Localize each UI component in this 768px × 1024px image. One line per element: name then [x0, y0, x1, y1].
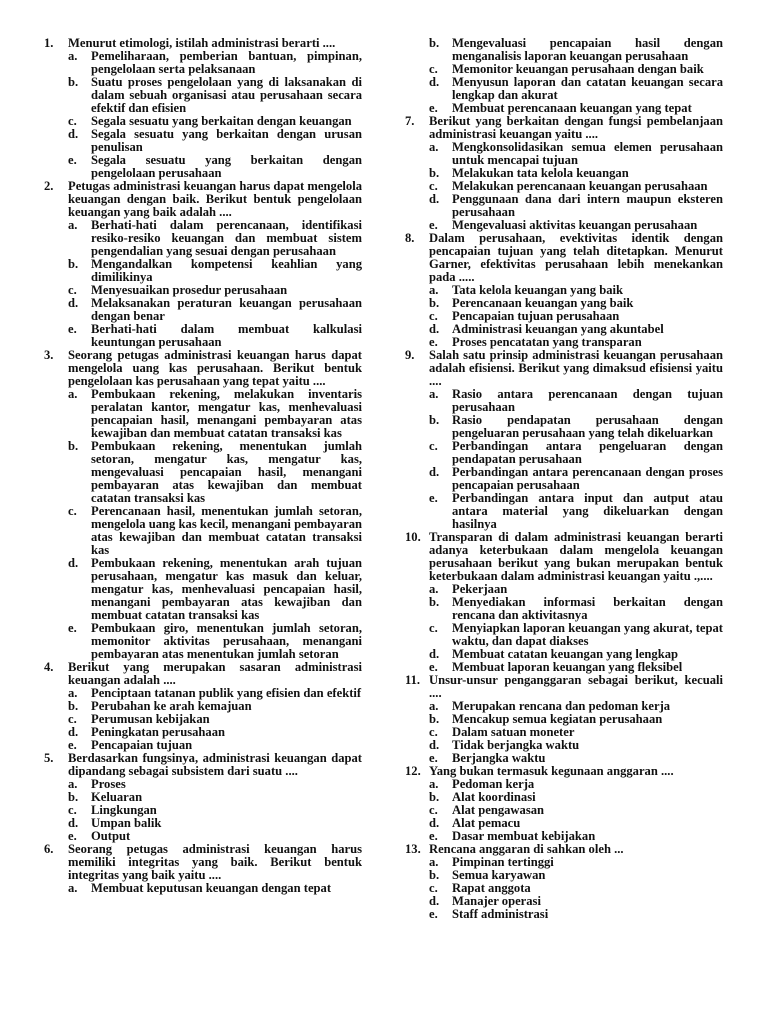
option-letter: b.	[429, 166, 440, 180]
question-item	[405, 531, 723, 674]
option-letter: e.	[429, 907, 438, 921]
option-text: Pekerjaan	[452, 582, 508, 596]
option-text: Pencapaian tujuan perusahaan	[452, 309, 620, 323]
option-letter: b.	[68, 790, 79, 804]
option-letter: a.	[68, 686, 78, 700]
question-number: 3.	[44, 348, 54, 362]
option-letter: a.	[68, 777, 78, 791]
answer-option	[68, 440, 362, 505]
option-letter: a.	[429, 387, 439, 401]
option-text: Proses	[91, 777, 126, 791]
option-text: Mengevaluasi aktivitas keuangan perusahaan	[452, 218, 698, 232]
option-letter: c.	[429, 621, 438, 635]
option-text: Membuat catatan keuangan yang lengkap	[452, 647, 679, 661]
question-number: 1.	[44, 36, 54, 50]
option-text: Administrasi keuangan yang akuntabel	[452, 322, 664, 336]
question-item	[405, 765, 723, 843]
option-text: Perubahan ke arah kemajuan	[91, 699, 252, 713]
option-text: Melakukan perencanaan keuangan perusahaan	[452, 179, 708, 193]
question-number: 6.	[44, 842, 54, 856]
option-text: Suatu proses pengelolaan yang di laksanakan di dalam sebuah organisasi atau perusahaan secara efektif dan efisien	[91, 75, 362, 115]
question-number: 10.	[405, 530, 421, 544]
answer-option	[429, 466, 723, 492]
option-text: Lingkungan	[91, 803, 157, 817]
option-text: Menyediakan informasi berkaitan dengan rencana dan aktivitasnya	[452, 595, 723, 622]
answer-option	[68, 50, 362, 76]
option-letter: e.	[429, 660, 438, 674]
option-letter: b.	[429, 868, 440, 882]
answer-option	[68, 258, 362, 284]
option-letter: d.	[429, 816, 440, 830]
option-letter: d.	[429, 738, 440, 752]
question-item	[44, 661, 362, 752]
question-item	[405, 232, 723, 349]
option-letter: e.	[68, 322, 77, 336]
question-item	[44, 180, 362, 349]
answer-option	[429, 37, 723, 63]
option-text: Berhati-hati dalam perencanaan, identifikasi resiko-resiko keuangan dan membuat sistem pengendalian yang sesuai dengan perusahaan	[91, 218, 362, 258]
option-letter: c.	[68, 712, 77, 726]
question-number: 7.	[405, 114, 415, 128]
option-text: Peningkatan perusahaan	[91, 725, 226, 739]
question-stem: Seorang petugas administrasi keuangan harus memiliki integritas yang baik. Berikut bentuk integritas yang baik yaitu ....	[68, 842, 362, 882]
answer-option	[429, 414, 723, 440]
option-letter: a.	[429, 855, 439, 869]
option-text: Keluaran	[91, 790, 143, 804]
option-letter: a.	[429, 582, 439, 596]
question-item	[405, 674, 723, 765]
option-letter: e.	[68, 621, 77, 635]
answer-option	[68, 323, 362, 349]
option-text: Pimpinan tertinggi	[452, 855, 554, 869]
question-number: 13.	[405, 842, 421, 856]
option-letter: b.	[429, 296, 440, 310]
option-text: Penciptaan tatanan publik yang efisien dan efektif	[91, 686, 362, 700]
option-letter: e.	[68, 829, 77, 843]
option-text: Segala sesuatu yang berkaitan dengan keuangan	[91, 114, 352, 128]
option-letter: d.	[429, 465, 440, 479]
option-letter: a.	[68, 881, 78, 895]
option-letter: d.	[68, 816, 79, 830]
option-letter: e.	[429, 829, 438, 843]
question-number: 9.	[405, 348, 415, 362]
question-stem: Seorang petugas administrasi keuangan harus dapat mengelola uang kas perusahaan. Berikut bentuk pengelolaan kas perusahaan yang tepat yaitu ....	[68, 348, 362, 388]
option-text: Melaksanakan peraturan keuangan perusahaan dengan benar	[91, 296, 362, 323]
option-text: Menyiapkan laporan keuangan yang akurat, tepat waktu, dan dapat diakses	[452, 621, 723, 648]
question-stem: Yang bukan termasuk kegunaan anggaran ....	[429, 764, 674, 778]
option-letter: d.	[68, 127, 79, 141]
question-number: 11.	[405, 673, 421, 687]
question-stem: Dalam perusahaan, evektivitas identik dengan pencapaian tujuan yang telah ditetapkan. Menurut Garner, efektivitas perusahaan lebih menekankan pada .....	[429, 231, 723, 284]
option-text: Memonitor keuangan perusahaan dengan baik	[452, 62, 704, 76]
option-text: Alat pengawasan	[452, 803, 545, 817]
option-text: Tata kelola keuangan yang baik	[452, 283, 624, 297]
option-text: Berjangka waktu	[452, 751, 546, 765]
answer-option	[68, 505, 362, 557]
question-stem: Unsur-unsur penganggaran sebagai berikut, kecuali ....	[429, 673, 723, 700]
option-letter: d.	[429, 75, 440, 89]
option-text: Pembukaan rekening, melakukan inventaris peralatan kantor, mengatur kas, menhevaluasi pencapaian hasil, menangani pembayaran atas kewajiban dan membuat catatan transaksi kas	[91, 387, 362, 440]
option-text: Pedoman kerja	[452, 777, 535, 791]
option-text: Melakukan tata kelola keuangan	[452, 166, 629, 180]
option-text: Perumusan kebijakan	[91, 712, 210, 726]
answer-option	[429, 76, 723, 102]
answer-option	[68, 219, 362, 258]
option-text: Pembukaan giro, menentukan jumlah setoran, memonitor aktivitas perusahaan, menangani pembayaran atas menentukan jumlah setoran	[91, 621, 362, 661]
option-letter: a.	[68, 49, 78, 63]
option-text: Rapat anggota	[452, 881, 531, 895]
option-text: Dasar membuat kebijakan	[452, 829, 596, 843]
option-letter: b.	[429, 36, 440, 50]
answer-option	[68, 297, 362, 323]
option-text: Alat pemacu	[452, 816, 521, 830]
option-letter: a.	[68, 387, 78, 401]
question-item	[44, 349, 362, 661]
option-text: Rasio pendapatan perusahaan dengan pengeluaran perusahaan yang telah dikeluarkan	[452, 413, 723, 440]
answer-option	[429, 596, 723, 622]
option-text: Perbandingan antara input dan autput atau antara material yang dikeluarkan dengan hasilnya	[452, 491, 723, 531]
left-column	[44, 37, 362, 895]
option-letter: c.	[429, 179, 438, 193]
option-text: Pembukaan rekening, menentukan jumlah setoran, mengatur kas, mengatur kas, mengevaluasi pencapaian hasil, menangani pembayaran atas kewajiban dan membuat catatan transaksi kas	[91, 439, 362, 505]
answer-option	[429, 622, 723, 648]
answer-option	[68, 388, 362, 440]
option-text: Membuat perencanaan keuangan yang tepat	[452, 101, 692, 115]
question-item	[44, 843, 362, 895]
question-item	[44, 37, 362, 180]
question-stem: Petugas administrasi keuangan harus dapat mengelola keuangan dengan baik. Berikut bentuk pengelolaan keuangan yang baik adalah ....	[68, 179, 362, 219]
answer-option	[429, 193, 723, 219]
option-letter: c.	[429, 439, 438, 453]
option-letter: d.	[68, 725, 79, 739]
option-text: Perbandingan antara pengeluaran dengan pendapatan perusahaan	[452, 439, 723, 466]
option-letter: e.	[68, 738, 77, 752]
option-text: Manajer operasi	[452, 894, 541, 908]
option-text: Output	[91, 829, 131, 843]
answer-option	[429, 440, 723, 466]
option-letter: c.	[68, 803, 77, 817]
option-letter: b.	[68, 699, 79, 713]
option-letter: c.	[429, 62, 438, 76]
answer-option	[429, 388, 723, 414]
question-stem: Rencana anggaran di sahkan oleh ...	[429, 842, 624, 856]
option-text: Perbandingan antara perencanaan dengan proses pencapaian perusahaan	[452, 465, 723, 492]
question-stem: Transparan di dalam administrasi keuangan berarti adanya keterbukaan dalam mengelola keuangan perusahaan berikut yang bukan merupakan bentuk keterbukaan dalam administrasi keuangan yaitu .,....	[429, 530, 723, 583]
question-stem: Salah satu prinsip administrasi keuangan perusahaan adalah efisiensi. Berikut yang dimaksud efisiensi yaitu ....	[429, 348, 723, 388]
option-text: Mencakup semua kegiatan perusahaan	[452, 712, 663, 726]
answer-option	[68, 154, 362, 180]
option-letter: e.	[68, 153, 77, 167]
option-text: Dalam satuan moneter	[452, 725, 575, 739]
question-stem: Berikut yang merupakan sasaran administrasi keuangan adalah ....	[68, 660, 362, 687]
option-letter: c.	[68, 504, 77, 518]
option-letter: a.	[68, 218, 78, 232]
option-letter: e.	[429, 218, 438, 232]
answer-option	[429, 908, 723, 921]
question-number: 8.	[405, 231, 415, 245]
question-item	[405, 115, 723, 232]
option-letter: d.	[429, 894, 440, 908]
option-text: Rasio antara perencanaan dengan tujuan perusahaan	[452, 387, 723, 414]
option-letter: d.	[68, 556, 79, 570]
option-letter: c.	[68, 283, 77, 297]
option-text: Proses pencatatan yang transparan	[452, 335, 642, 349]
option-letter: e.	[429, 335, 438, 349]
option-text: Berhati-hati dalam membuat kalkulasi keuntungan perusahaan	[91, 322, 362, 349]
answer-option	[68, 76, 362, 115]
answer-option	[429, 141, 723, 167]
option-text: Pembukaan rekening, menentukan arah tujuan perusahaan, mengatur kas masuk dan keluar, mengatur kas, menhevaluasi pencapaian hasil, menangani pembayaran atas kewajiban dan membuat catatan transaksi kas	[91, 556, 362, 622]
option-letter: b.	[68, 439, 79, 453]
answer-option	[68, 622, 362, 661]
option-text: Menyusun laporan dan catatan keuangan secara lengkap dan akurat	[452, 75, 723, 102]
option-text: Perencanaan keuangan yang baik	[452, 296, 634, 310]
option-letter: c.	[429, 803, 438, 817]
answer-option	[68, 128, 362, 154]
question-item	[44, 752, 362, 843]
option-text: Staff administrasi	[452, 907, 549, 921]
option-letter: c.	[429, 881, 438, 895]
option-text: Umpan balik	[91, 816, 162, 830]
question-number: 12.	[405, 764, 421, 778]
option-letter: e.	[429, 101, 438, 115]
option-letter: d.	[68, 296, 79, 310]
option-text: Pemeliharaan, pemberian bantuan, pimpinan, pengelolaan serta pelaksanaan	[91, 49, 362, 76]
option-letter: b.	[68, 257, 79, 271]
question-item	[405, 37, 723, 115]
option-letter: b.	[429, 712, 440, 726]
question-number: 2.	[44, 179, 54, 193]
option-letter: d.	[429, 192, 440, 206]
option-letter: b.	[429, 595, 440, 609]
option-text: Membuat laporan keuangan yang fleksibel	[452, 660, 683, 674]
answer-option	[68, 882, 362, 895]
option-letter: a.	[429, 777, 439, 791]
option-letter: b.	[429, 790, 440, 804]
option-letter: b.	[68, 75, 79, 89]
option-text: Segala sesuatu yang berkaitan dengan pengelolaan perusahaan	[91, 153, 362, 180]
option-text: Membuat keputusan keuangan dengan tepat	[91, 881, 332, 895]
option-text: Tidak berjangka waktu	[452, 738, 580, 752]
option-text: Pencapaian tujuan	[91, 738, 193, 752]
question-item	[405, 843, 723, 921]
option-letter: a.	[429, 699, 439, 713]
right-column	[405, 37, 723, 921]
answer-option	[429, 492, 723, 531]
question-stem: Menurut etimologi, istilah administrasi berarti ....	[68, 36, 336, 50]
option-letter: e.	[429, 751, 438, 765]
option-letter: a.	[429, 283, 439, 297]
question-number: 4.	[44, 660, 54, 674]
question-stem: Berikut yang berkaitan dengan fungsi pembelanjaan administrasi keuangan yaitu ....	[429, 114, 723, 141]
option-letter: c.	[68, 114, 77, 128]
option-letter: e.	[429, 491, 438, 505]
option-text: Semua karyawan	[452, 868, 546, 882]
option-letter: b.	[429, 413, 440, 427]
option-text: Segala sesuatu yang berkaitan dengan urusan penulisan	[91, 127, 362, 154]
option-text: Mengkonsolidasikan semua elemen perusahaan untuk mencapai tujuan	[452, 140, 723, 167]
option-text: Mengandalkan kompetensi keahlian yang dimilikinya	[91, 257, 362, 284]
option-letter: c.	[429, 725, 438, 739]
option-letter: d.	[429, 322, 440, 336]
answer-option	[68, 557, 362, 622]
option-letter: a.	[429, 140, 439, 154]
option-letter: c.	[429, 309, 438, 323]
option-text: Alat koordinasi	[452, 790, 536, 804]
option-text: Penggunaan dana dari intern maupun eksteren perusahaan	[452, 192, 723, 219]
option-text: Mengevaluasi pencapaian hasil dengan menganalisis laporan keuangan perusahaan	[452, 36, 723, 63]
option-letter: d.	[429, 647, 440, 661]
question-stem: Berdasarkan fungsinya, administrasi keuangan dapat dipandang sebagai subsistem dari suatu ....	[68, 751, 362, 778]
question-item	[405, 349, 723, 531]
option-text: Menyesuaikan prosedur perusahaan	[91, 283, 288, 297]
option-text: Merupakan rencana dan pedoman kerja	[452, 699, 671, 713]
question-number: 5.	[44, 751, 54, 765]
option-text: Perencanaan hasil, menentukan jumlah setoran, mengelola uang kas kecil, menangani pembayaran atas kewajiban dan membuat catatan transaksi kas	[91, 504, 362, 557]
